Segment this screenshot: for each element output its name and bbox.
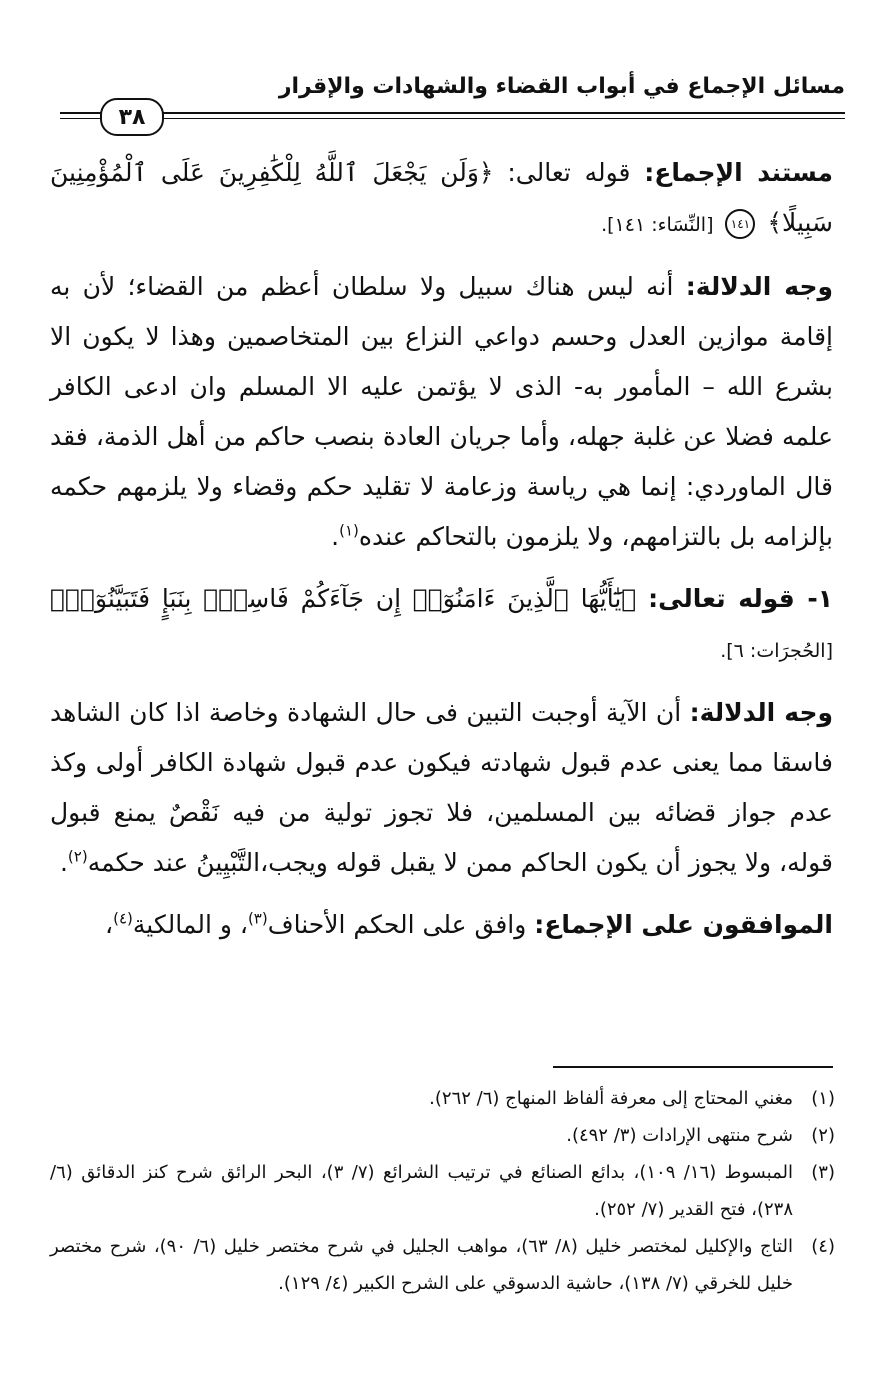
verse-intro-label: ١- قوله تعالى: bbox=[648, 584, 833, 613]
indication-text: أنه ليس هناك سبيل ولا سلطان أعظم من القضاء؛ لأن به إقامة موازين العدل وحسم دواعي النزاع بين المتخاصمين وهذا لا يكون الا بشرع الله – المأمور به- الذى لا يؤتمن عليه الا المسلم وان ادعى الكافر علمه فضلا عن غلبة جهله، وأما جريان العادة بنصب حاكم من أهل الذمة، فقد قال الماوردي: إنما هي رياسة وزعامة لا تقليد حكم وقضاء ولا يلزمهم حكمه بإلزامه بل بالتزامهم، ولا يلزمون بالتحاكم عنده bbox=[50, 272, 833, 551]
footnote-item bbox=[50, 1228, 835, 1302]
page-header bbox=[60, 72, 845, 142]
verse-reference: [النِّسَاء: ١٤١]. bbox=[601, 214, 714, 236]
header-rule-left-thin bbox=[60, 118, 105, 119]
footnotes bbox=[50, 1080, 835, 1302]
indication-text: أن الآية أوجبت التبين فى حال الشهادة وخاصة اذا كان الشاهد فاسقا مما يعنى عدم قبول شهادته فيكون عدم قبول شهادة الكافر أولى وكذ عدم جواز قضائه بين المسلمين، فلا تجوز تولية من فيه نَقْصٌ يمنع قبول قوله، ولا يجوز أن يكون الحاكم ممن لا يقبل قوله ويجب،التَّبْيِينُ عند حكمه bbox=[50, 698, 833, 877]
footnote-item bbox=[50, 1080, 835, 1117]
footnote-ref: (٣) bbox=[247, 909, 268, 928]
sentence-end: . bbox=[59, 848, 68, 877]
main-text bbox=[50, 148, 833, 962]
footnote-text: شرح منتهى الإرادات (٣/ ٤٩٢). bbox=[566, 1125, 793, 1146]
footnote-text: التاج والإكليل لمختصر خليل (٨/ ٦٣)، مواهب الجليل في شرح مختصر خليل (٦/ ٩٠)، شرح مختصر خليل للخرقي (٧/ ١٣٨)، حاشية الدسوقي على الشرح الكبير (٤/ ١٢٩). bbox=[50, 1236, 793, 1294]
quran-verse: ﴿يَٰٓأَيُّهَا ٱلَّذِينَ ءَامَنُوٓا۟ إِن جَآءَكُمْ فَاسِقٌۢ بِنَبَإٍ فَتَبَيَّنُوٓا۟﴾ bbox=[50, 584, 637, 613]
agreeing-label: الموافقون على الإجماع: bbox=[534, 910, 833, 939]
paragraph-indication-2 bbox=[50, 688, 833, 888]
paragraph-agreeing bbox=[50, 900, 833, 950]
footnote-number: (٢) bbox=[811, 1125, 835, 1146]
footnote-number: (٣) bbox=[811, 1162, 835, 1183]
paragraph-indication-1 bbox=[50, 262, 833, 562]
sentence-end: . bbox=[331, 522, 340, 551]
evidence-label: مستند الإجماع: bbox=[644, 158, 833, 187]
indication-label: وجه الدلالة: bbox=[689, 698, 834, 727]
footnote-item bbox=[50, 1117, 835, 1154]
agreeing-text: ، و المالكية bbox=[132, 910, 248, 939]
page-number-badge bbox=[100, 98, 164, 136]
footnote-number: (١) bbox=[811, 1088, 835, 1109]
footnote-text: المبسوط (١٦/ ١٠٩)، بدائع الصنائع في ترتيب الشرائع (٧/ ٣)، البحر الرائق شرح كنز الدقائق (٦/ ٢٣٨)، فتح القدير (٧/ ٢٥٢). bbox=[50, 1162, 793, 1220]
verse-reference: [الحُجرَات: ٦]. bbox=[720, 640, 833, 662]
footnote-text: مغني المحتاج إلى معرفة ألفاظ المنهاج (٦/ ٢٦٢). bbox=[429, 1088, 793, 1109]
footnote-ref: (٢) bbox=[67, 847, 88, 866]
footnote-ref: (١) bbox=[339, 521, 359, 540]
header-rule-left bbox=[60, 112, 105, 114]
page-number: ٣٨ bbox=[118, 104, 146, 130]
header-rule-thin bbox=[150, 118, 845, 119]
indication-label: وجه الدلالة: bbox=[685, 272, 834, 301]
paragraph-verse-2 bbox=[50, 574, 833, 676]
evidence-intro: قوله تعالى: bbox=[507, 158, 631, 187]
paragraph-evidence bbox=[50, 148, 833, 250]
ayah-number-icon: ١٤١ bbox=[725, 209, 755, 239]
footnote-ref: (٤) bbox=[113, 909, 133, 928]
quran-verse: ﴿وَلَن يَجْعَلَ ٱللَّهُ لِلْكَٰفِرِينَ عَلَى ٱلْمُؤْمِنِينَ سَبِيلًا﴾ bbox=[50, 158, 833, 237]
running-title: مسائل الإجماع في أبواب القضاء والشهادات والإقرار bbox=[278, 74, 845, 99]
agreeing-text: وافق على الحكم الأحناف bbox=[267, 910, 527, 939]
footnote-number: (٤) bbox=[811, 1236, 835, 1257]
header-rule bbox=[150, 112, 845, 114]
sentence-end: ، bbox=[105, 910, 114, 939]
footnote-item bbox=[50, 1154, 835, 1228]
footnote-divider bbox=[553, 1066, 833, 1068]
